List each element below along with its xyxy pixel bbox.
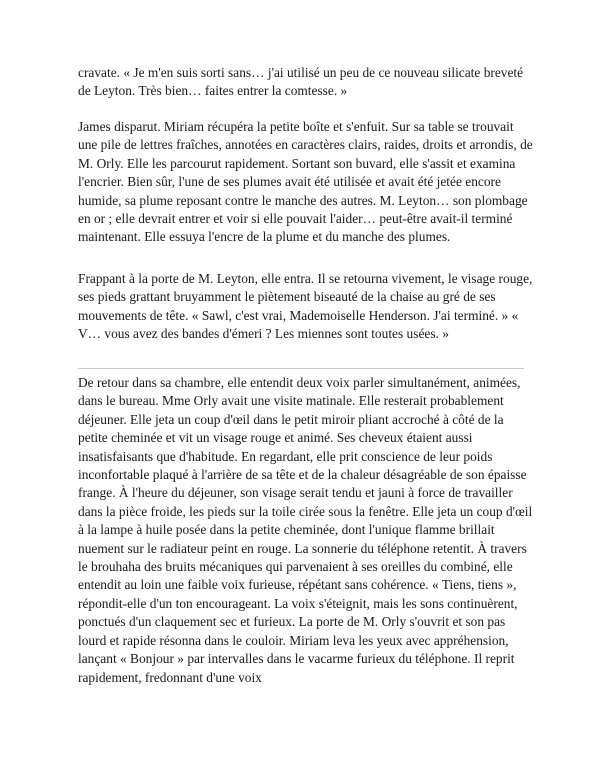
paragraph-1 [78, 64, 533, 101]
section-divider [78, 368, 524, 369]
paragraph-text: cravate. « Je m'en suis sorti sans… j'ai utilisé un peu de ce nouveau silicate breveté de Leyton. Très bien… faites entrer la comtesse. » [78, 65, 524, 99]
paragraph-text: Frappant à la porte de M. Leyton, elle entra. Il se retourna vivement, le visage rouge, ses pieds grattant bruyamment le piètement biseauté de la chaise au gré de ses mouvements de tête. « Sawl, c'est vrai, Mademoiselle Henderson. J'ai terminé. » « V… vous avez des bandes d'émeri ? Les miennes sont toutes usées. » [78, 271, 533, 342]
paragraph-text: De retour dans sa chambre, elle entendit deux voix parler simultanément, animées, dans le bureau. Mme Orly avait une visite matinale. Elle resterait probablement déjeuner. Elle jeta un coup d'œil dans le petit miroir pliant accroché à côté de la petite cheminée et vit un visage rouge et animé. Ses cheveux étaient aussi insatisfaisants que d'habitude. En regardant, elle prit conscience de leur poids inconfortable plaqué à l'arrière de sa tête et de la chaleur désagréable de son épaisse frange. À l'heure du déjeuner, son visage serait tendu et jauni à force de travailler dans la pièce froide, les pieds sur la toile cirée sous la fenêtre. Elle jeta un coup d'œil à la lampe à huile posée dans la petite cheminée, dont l'unique flamme brillait nuement sur le radiateur peint en rouge. La sonnerie du téléphone retentit. À travers le brouhaha des bruits mécaniques qui parvenaient à ses oreilles du combiné, elle entendit au loin une faible voix furieuse, répétant sans cohérence. « Tiens, tiens », répondit-elle d'un ton encourageant. La voix s'éteignit, mais les sons continuèrent, ponctués d'un claquement sec et furieux. La porte de M. Orly s'ouvrit et son pas lourd et rapide résonna dans le couloir. Miriam leva les yeux avec appréhension, lançant « Bonjour » par intervalles dans le vacarme furieux du téléphone. Il reprit rapidement, fredonnant d'une voix [78, 375, 533, 685]
paragraph-text: James disparut. Miriam récupéra la petite boîte et s'enfuit. Sur sa table se trouvait une pile de lettres fraîches, annotées en caractères clairs, raides, droits et arrondis, de M. Orly. Elle les parcourut rapidement. Sortant son buvard, elle s'assit et examina l'encrier. Bien sûr, l'une de ses plumes avait été utilisée et avait été jetée encore humide, sa plume reposant contre le manche des autres. M. Leyton… son plombage en or ; elle devrait entrer et voir si elle pouvait l'aider… peut-être avait-il terminé maintenant. Elle essuya l'encre de la plume et du manche des plumes. [78, 119, 533, 245]
paragraph-4 [78, 374, 533, 687]
paragraph-2 [78, 118, 533, 247]
paragraph-3 [78, 270, 533, 344]
